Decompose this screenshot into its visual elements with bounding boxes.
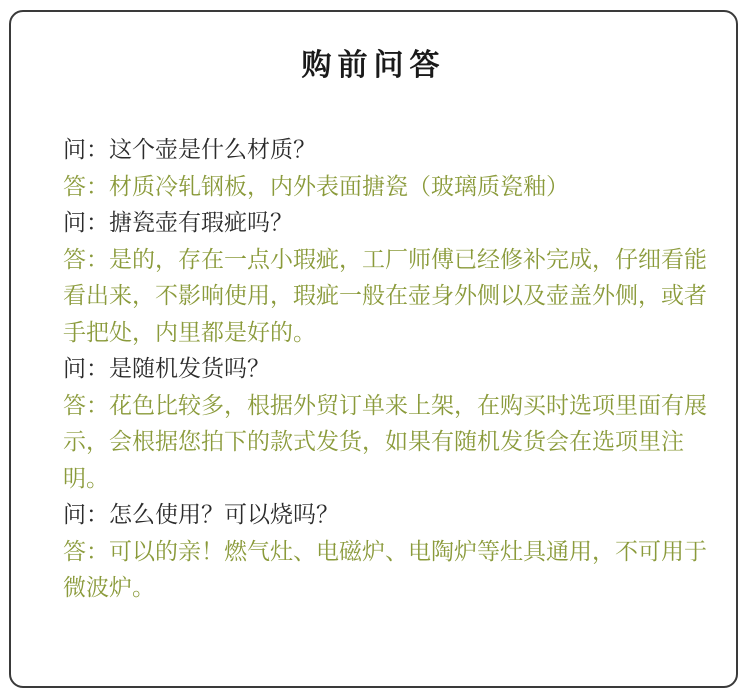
question-4: 问：怎么使用？可以烧吗？ xyxy=(63,502,339,528)
question-1: 问：这个壶是什么材质？ xyxy=(63,137,316,163)
question-2: 问：搪瓷壶有瑕疵吗？ xyxy=(63,210,293,236)
qa-list xyxy=(63,132,723,607)
answer-4: 答：可以的亲！燃气灶、电磁炉、电陶炉等灶具通用，不可用于微波炉。 xyxy=(63,538,707,601)
answer-3: 答：花色比较多，根据外贸订单来上架，在购买时选项里面有展示，会根据您拍下的款式发货，如果有随机发货会在选项里注明。 xyxy=(63,392,707,492)
answer-2: 答：是的，存在一点小瑕疵，工厂师傅已经修补完成，仔细看能看出来，不影响使用，瑕疵一般在壶身外侧以及壶盖外侧，或者手把处，内里都是好的。 xyxy=(63,246,707,346)
question-3: 问：是随机发货吗？ xyxy=(63,356,270,382)
qa-card xyxy=(9,10,738,688)
page-title: 购前问答 xyxy=(301,48,446,83)
answer-1: 答：材质冷轧钢板，内外表面搪瓷（玻璃质瓷釉） xyxy=(63,173,569,200)
